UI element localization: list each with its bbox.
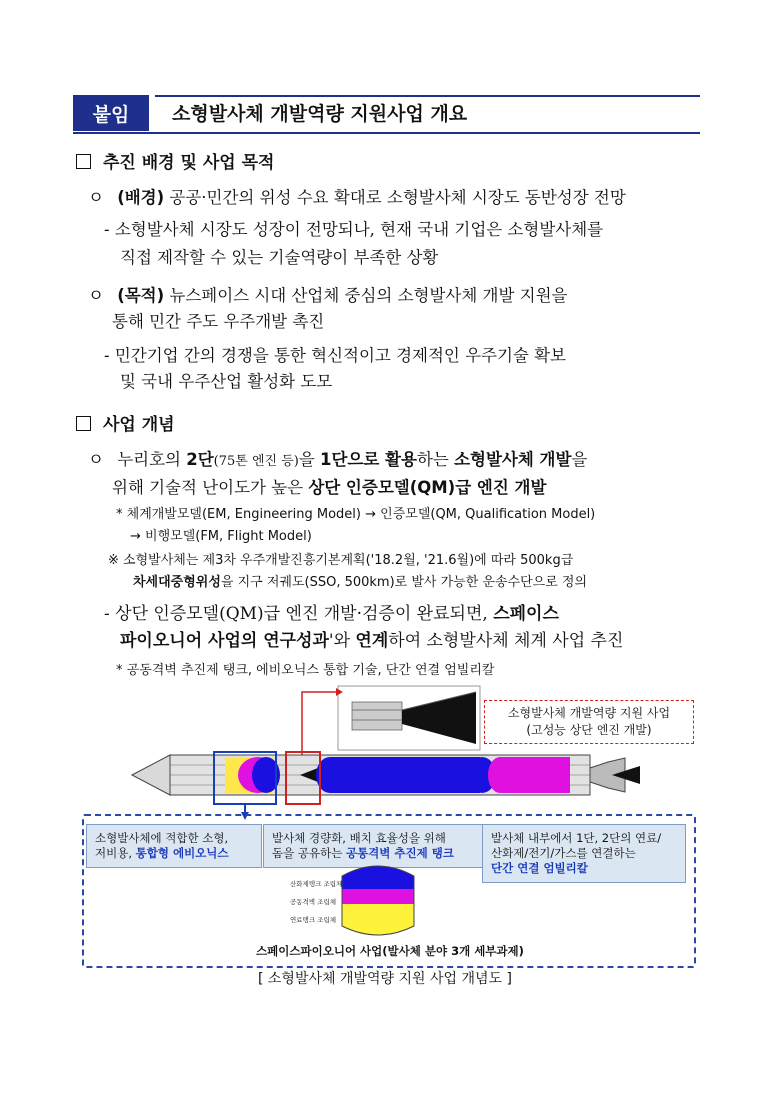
callout-text: 발사체 경량화, 배치 효율성을 위해	[272, 831, 446, 845]
engine-callout-title: 소형발사체 개발역량 지원 사업	[507, 706, 671, 720]
background-text: 공공·민간의 위성 수요 확대로 소형발사체 시장도 동반성장 전망	[164, 188, 626, 207]
linkage-line2	[120, 627, 710, 655]
concept-bold: 2단	[186, 450, 214, 469]
callout-text: 돔을 공유하는	[272, 846, 346, 860]
callout-highlight: 공통격벽 추진제 탱크	[345, 846, 454, 860]
purpose-sub-line2: 및 국내 우주산업 활성화 도모	[120, 372, 333, 391]
concept-bold: 1단으로 활용	[320, 450, 417, 469]
callout-highlight: 단간 연결 엄빌리칼	[491, 861, 588, 875]
purpose-line2: 통해 민간 주도 우주개발 촉진	[112, 312, 325, 331]
purpose-label: (목적)	[117, 286, 165, 305]
concept-bold: 상단 인증모델(QM)급 엔진 개발	[308, 478, 547, 497]
circle-bullet-icon: ㅇ	[88, 450, 104, 469]
concept-line1	[88, 446, 708, 476]
engine-callout-sub: (고성능 상단 엔진 개발)	[526, 723, 652, 737]
note-definition-line1: ※ 소형발사체는 제3차 우주개발진흥기본계획('18.2월, '21.6월)에 따라 500kg급	[108, 553, 574, 568]
attachment-badge: 붙임	[73, 95, 149, 131]
note-model-stages-line1: * 체계개발모델(EM, Engineering Model) → 인증모델(QM, Qualification Model)	[116, 507, 596, 522]
linkage-text: '와	[328, 631, 356, 651]
frame-caption: 스페이스파이오니어 사업(발사체 분야 3개 세부과제)	[256, 944, 524, 958]
engine-callout	[484, 700, 694, 744]
umbilical-callout	[482, 824, 686, 883]
linkage-bold: 연계	[355, 631, 389, 651]
background-sub-line1: - 소형발사체 시장도 성장이 전망되나, 현재 국내 기업은 소형발사체를	[104, 220, 604, 239]
section-heading-concept	[76, 414, 175, 436]
note-definition-line2	[133, 572, 713, 594]
callout-text: 소형발사체에 적합한 소형,	[95, 831, 229, 845]
callout-text: 산화제/전기/가스를 연결하는	[491, 846, 636, 860]
section2-heading-text: 사업 개념	[103, 415, 175, 435]
concept-text: 누리호의	[117, 450, 187, 469]
note-text: 을 지구 저궤도(SSO, 500km)로 발사 가능한 운송수단으로 정의	[220, 575, 588, 590]
checkbox-square-icon	[76, 154, 91, 169]
linkage-bold: 파이오니어 사업의 연구성과	[120, 631, 329, 651]
note-model-stages-line2: → 비행모델(FM, Flight Model)	[130, 529, 312, 544]
concept-text: 을	[571, 450, 588, 469]
concept-text: 하는	[416, 450, 455, 469]
background-paragraph	[88, 184, 708, 212]
section1-heading-text: 추진 배경 및 사업 목적	[103, 153, 275, 173]
link-line	[302, 692, 336, 755]
circle-bullet-icon: ㅇ	[88, 286, 104, 305]
tank-label-fuel: 연료탱크 조립체	[290, 916, 337, 924]
common-bulkhead-tank	[340, 862, 416, 940]
concept-line2	[112, 474, 712, 502]
header-rule-top	[155, 95, 700, 97]
header-rule-bottom	[73, 132, 700, 134]
concept-text: 위해 기술적 난이도가 높은	[112, 478, 309, 497]
rocket-nose	[132, 755, 170, 795]
callout-highlight: 통합형 에비오닉스	[135, 846, 229, 860]
linkage-text: - 상단 인증모델(QM)급 엔진 개발·검증이 완료되면,	[104, 604, 494, 624]
callout-text: 발사체 내부에서 1단, 2단의 연료/	[491, 831, 662, 845]
figure-caption: [ 소형발사체 개발역량 지원 사업 개념도 ]	[257, 971, 512, 987]
callout-text: 저비용,	[95, 846, 136, 860]
tank-label-oxidizer: 산화제탱크 조립체	[290, 880, 343, 888]
linkage-line1	[104, 600, 704, 628]
concept-text: 을	[298, 450, 321, 469]
stage1-oxidizer-tank	[330, 757, 480, 793]
linkage-bold: 스페이스	[493, 604, 559, 624]
avionics-callout	[86, 824, 262, 868]
tank-label-bulkhead: 공동격벽 조립체	[290, 898, 337, 906]
document-title: 소형발사체 개발역량 지원사업 개요	[172, 103, 468, 125]
linkage-text: 하여 소형발사체 체계 사업 추진	[388, 631, 624, 651]
background-label: (배경)	[117, 188, 165, 207]
checkbox-square-icon	[76, 416, 91, 431]
note-bold: 차세대중형위성	[133, 575, 221, 590]
section-heading-background	[76, 152, 274, 174]
purpose-text: 뉴스페이스 시대 산업체 중심의 소형발사체 개발 지원을	[164, 286, 568, 305]
purpose-paragraph	[88, 282, 708, 310]
concept-small: (75톤 엔진 등)	[213, 454, 299, 469]
concept-bold: 소형발사체 개발	[454, 450, 572, 469]
purpose-sub-line1: - 민간기업 간의 경쟁을 통한 혁신적이고 경제적인 우주기술 확보	[104, 346, 566, 365]
circle-bullet-icon: ㅇ	[88, 188, 104, 207]
note-technologies: * 공동격벽 추진제 탱크, 에비오닉스 통합 기술, 단간 연결 엄빌리칼	[116, 663, 495, 678]
background-sub-line2: 직접 제작할 수 있는 기술역량이 부족한 상황	[120, 248, 439, 267]
